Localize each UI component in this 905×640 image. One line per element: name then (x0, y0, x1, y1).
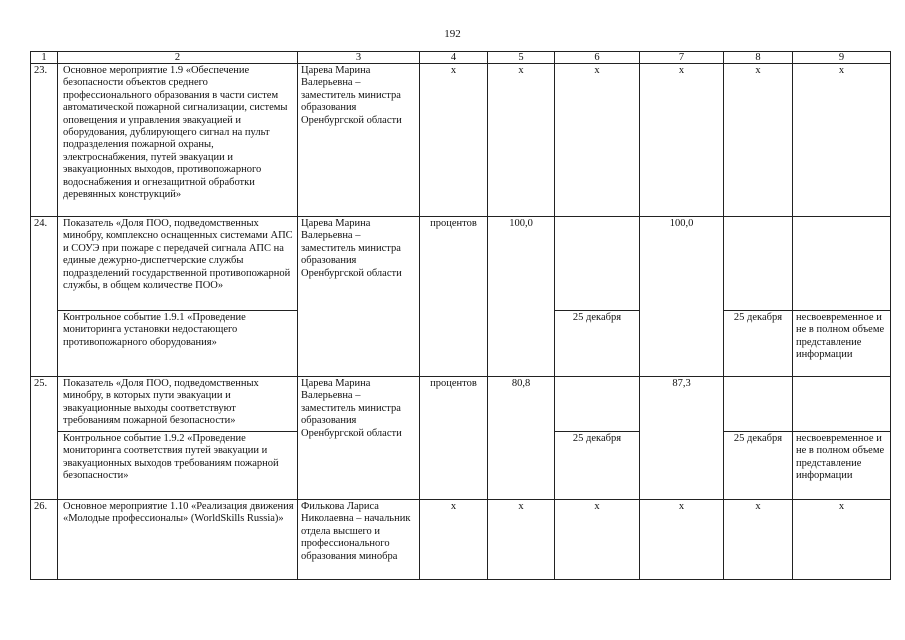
header-cell: 6 (555, 52, 640, 64)
responsible-person: Царева Марина Валерьевна – заместитель министра образования Оренбургской области (298, 377, 420, 500)
cell-col9: х (793, 500, 891, 580)
row-number: 25. (31, 377, 58, 500)
measure-name: Основное мероприятие 1.10 «Реализация движения «Молодые профессионалы» (WorldSkills Russia)» (58, 500, 298, 580)
cell-base-value: 80,8 (488, 377, 555, 500)
control-event-name: Контрольное событие 1.9.2 «Проведение мониторинга соответствия путей эвакуации и эвакуационных выходов требованиям пожарной безопасности» (58, 432, 298, 500)
header-cell: 7 (640, 52, 724, 64)
cell-unit: процентов (420, 217, 488, 377)
cell-col6 (555, 377, 640, 432)
indicator-name: Показатель «Доля ПОО, подведомственных минобру, комплексно оснащенных системами АПС и СОУЭ при пожаре с передачей сигнала АПС на единые дежурно-диспетчерские службы подразделений государственной противопожарной службы, в общем количестве ПОО» (58, 217, 298, 311)
cell-col6: х (555, 500, 640, 580)
responsible-person: Царева Марина Валерьевна – заместитель министра образования Оренбургской области (298, 64, 420, 217)
cell-unit: х (420, 64, 488, 217)
header-cell: 9 (793, 52, 891, 64)
event-date: 25 декабря (555, 311, 640, 377)
cell-target-value: 100,0 (640, 217, 724, 377)
row-number: 24. (31, 217, 58, 377)
responsible-person: Филькова Лариса Николаевна – начальник отдела высшего и профессионального образования минобра (298, 500, 420, 580)
event-deadline: 25 декабря (724, 432, 793, 500)
event-risk: несвоевременное и не в полном объеме представление информации (793, 311, 891, 377)
header-row (31, 52, 891, 64)
cell-col7: х (640, 500, 724, 580)
header-cell: 4 (420, 52, 488, 64)
cell-col6 (555, 217, 640, 311)
event-deadline: 25 декабря (724, 311, 793, 377)
table-row (31, 217, 891, 311)
event-risk: несвоевременное и не в полном объеме представление информации (793, 432, 891, 500)
header-cell: 3 (298, 52, 420, 64)
event-date: 25 декабря (555, 432, 640, 500)
header-cell: 5 (488, 52, 555, 64)
cell-col9 (793, 377, 891, 432)
cell-unit: х (420, 500, 488, 580)
row-number: 26. (31, 500, 58, 580)
measure-name: Основное мероприятие 1.9 «Обеспечение безопасности объектов среднего профессионального образования в части систем автоматической пожарной сигнализации, системы оповещения и управления эвакуацией и оборудования, дублирующего сигнал на пульт подразделения пожарной охраны, электроснабжения, путей эвакуации и эвакуационных выходов, противопожарного водоснабжения и огнезащитной обработки деревянных конструкций» (58, 64, 298, 217)
control-event-name: Контрольное событие 1.9.1 «Проведение мониторинга установки недостающего противопожарного оборудования» (58, 311, 298, 377)
cell-col8 (724, 377, 793, 432)
cell-base-value: х (488, 500, 555, 580)
cell-col8: х (724, 64, 793, 217)
cell-unit: процентов (420, 377, 488, 500)
cell-base-value: 100,0 (488, 217, 555, 377)
indicator-name: Показатель «Доля ПОО, подведомственных минобру, в которых пути эвакуации и эвакуационные выходы соответствуют требованиям пожарной безопасности» (58, 377, 298, 432)
header-cell: 2 (58, 52, 298, 64)
program-table (30, 51, 891, 580)
cell-col7: х (640, 64, 724, 217)
header-cell: 1 (31, 52, 58, 64)
table-row (31, 64, 891, 217)
table-row (31, 377, 891, 432)
cell-col6: х (555, 64, 640, 217)
header-cell: 8 (724, 52, 793, 64)
page-number: 192 (444, 28, 461, 40)
responsible-person: Царева Марина Валерьевна – заместитель министра образования Оренбургской области (298, 217, 420, 377)
cell-col8: х (724, 500, 793, 580)
table-row (31, 500, 891, 580)
cell-base-value: х (488, 64, 555, 217)
cell-col9 (793, 217, 891, 311)
row-number: 23. (31, 64, 58, 217)
cell-target-value: 87,3 (640, 377, 724, 500)
cell-col8 (724, 217, 793, 311)
cell-col9: х (793, 64, 891, 217)
